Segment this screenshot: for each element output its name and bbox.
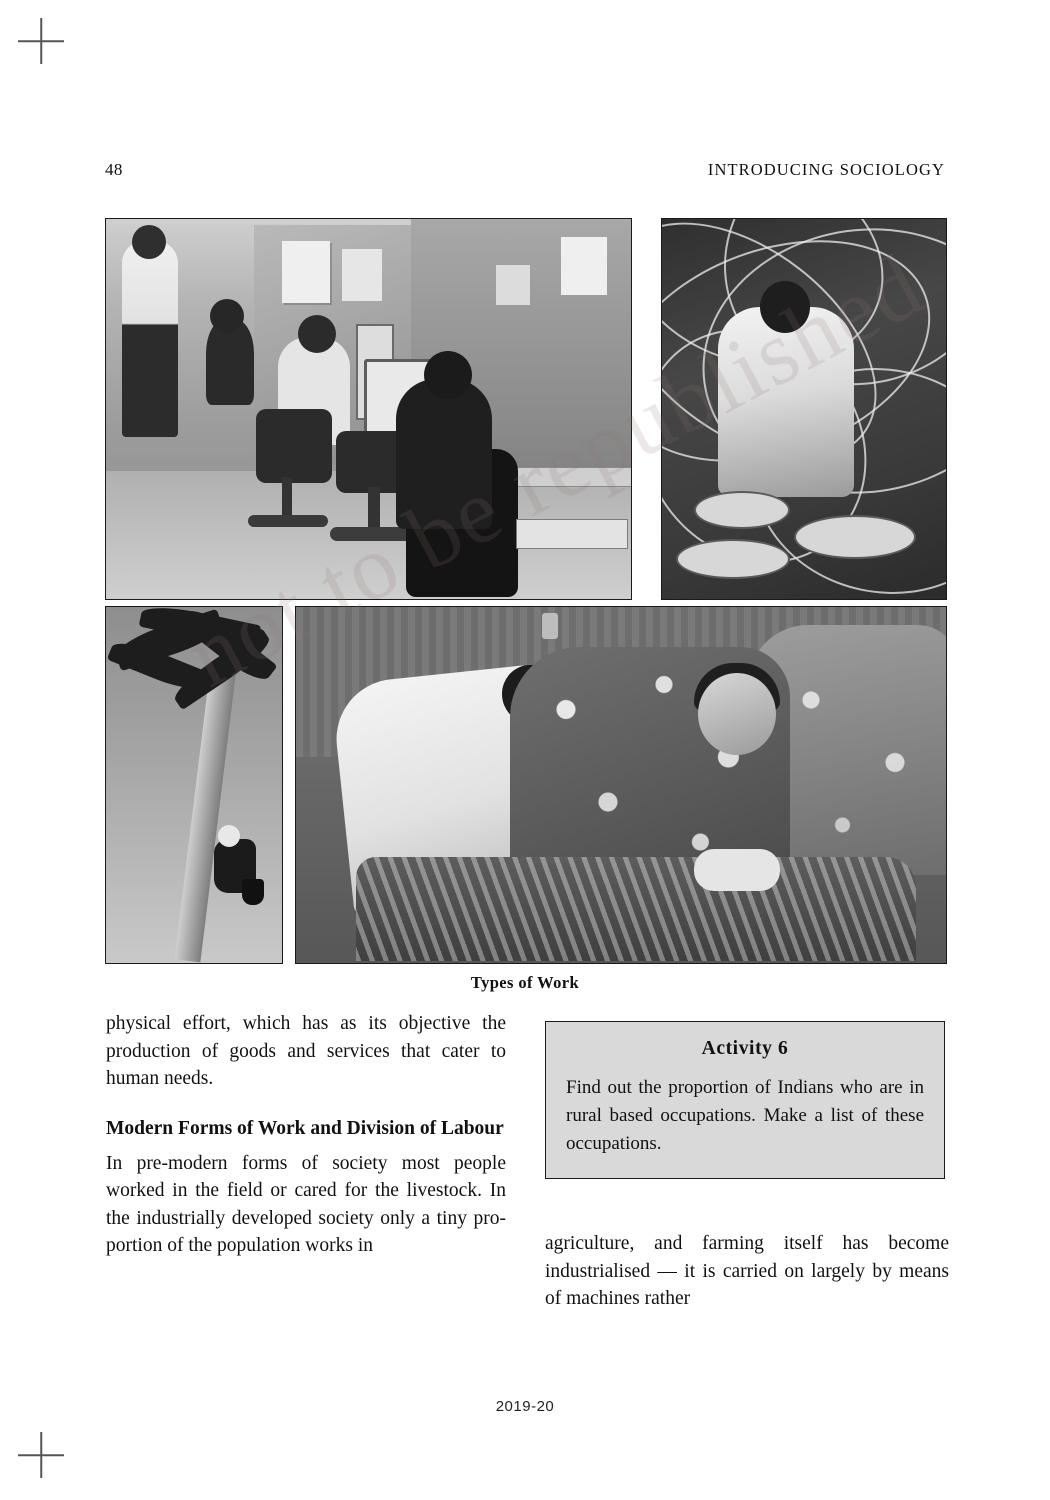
right-text-column — [545, 1230, 949, 1313]
figure-caption: Types of Work — [470, 973, 580, 992]
crop-mark-bottom-left — [18, 1432, 64, 1478]
page-number: 48 — [105, 160, 123, 179]
activity-column — [545, 1021, 945, 1179]
office-workers-photo — [105, 218, 632, 600]
palm-climber-photo — [105, 606, 283, 964]
section-subheading: Modern Forms of Work and Division of Labour — [106, 1117, 504, 1139]
left-text-column — [106, 1010, 506, 1260]
paragraph-agriculture: agriculture, and farming itself has become industrialised — it is carried on largely by means of machines rather — [545, 1233, 949, 1309]
home-based-workers-photo — [295, 606, 947, 964]
activity-box — [545, 1021, 945, 1179]
crop-mark-top-left — [18, 18, 64, 64]
paragraph-pre-modern-society: In pre-modern forms of society most people worked in the field or cared for the livestock. In the industrially developed society only a tiny pro-portion of the population works in — [106, 1152, 506, 1256]
running-head — [105, 160, 945, 180]
activity-title: Activity 6 — [701, 1038, 789, 1059]
paragraph-physical-effort: physical effort, which has as its objective the production of goods and services that cater to human needs. — [106, 1013, 506, 1089]
fibre-weaver-photo — [661, 218, 947, 600]
book-title: INTRODUCING SOCIOLOGY — [707, 160, 945, 179]
page-footer: 2019-20 — [495, 1398, 555, 1415]
activity-text: Find out the proportion of Indians who are in rural based occupations. Make a list of these occupations. — [566, 1077, 924, 1154]
